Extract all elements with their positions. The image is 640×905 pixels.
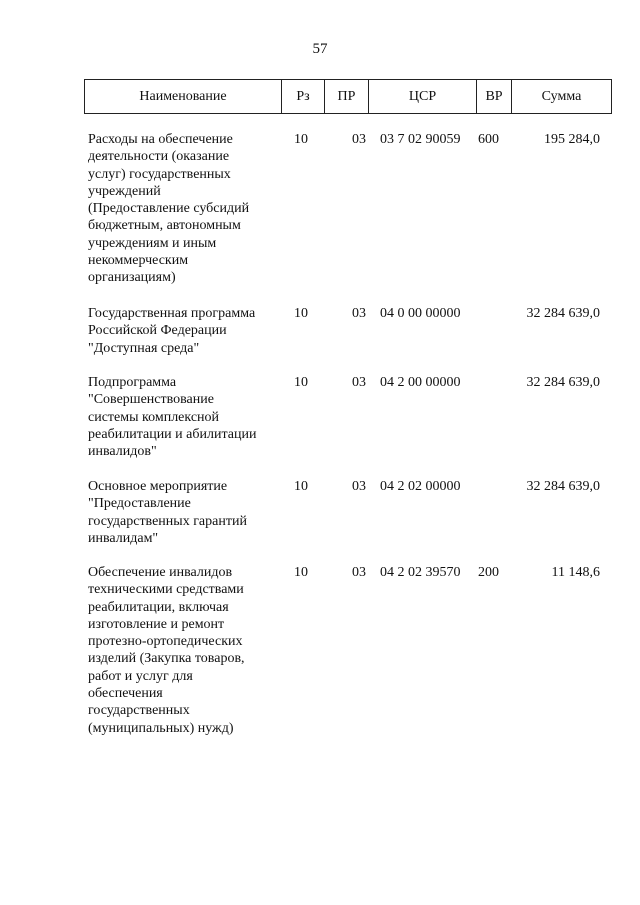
row-sum: 195 284,0: [544, 132, 600, 147]
header-vr: ВР: [477, 80, 512, 113]
row-rz: 10: [294, 306, 308, 321]
name-line: реабилитации, включая: [88, 599, 229, 615]
row-name: [88, 131, 273, 287]
name-line: изделий (Закупка товаров,: [88, 651, 245, 667]
name-line: Государственная программа: [88, 306, 256, 321]
name-line: государственных: [88, 703, 190, 719]
name-line: услуг) государственных: [88, 166, 231, 182]
name-line: Расходы на обеспечение: [88, 132, 233, 147]
row-csr: 04 2 02 39570: [380, 565, 461, 580]
name-line: инвалидов": [88, 444, 157, 460]
row-rz: 10: [294, 375, 308, 390]
row-name: [88, 564, 273, 737]
row-csr: 04 2 00 00000: [380, 375, 461, 390]
name-line: протезно-ортопедических: [88, 634, 243, 650]
page-number: 57: [312, 41, 328, 57]
row-pr: 03: [352, 375, 366, 390]
name-line: обеспечения: [88, 686, 163, 702]
name-line: некоммерческим: [88, 253, 189, 269]
name-line: Подпрограмма: [88, 375, 177, 390]
name-line: учреждений: [88, 183, 161, 199]
name-line: Основное мероприятие: [88, 479, 228, 494]
row-pr: 03: [352, 132, 366, 147]
row-csr: 04 0 00 00000: [380, 306, 461, 321]
name-line: учреждениям и иным: [88, 235, 217, 251]
row-vr: 600: [478, 132, 499, 147]
name-line: реабилитации и абилитации: [88, 426, 257, 442]
row-sum: 32 284 639,0: [526, 479, 600, 494]
row-name: [88, 374, 273, 460]
name-line: системы комплексной: [88, 409, 220, 425]
row-csr: 04 2 02 00000: [380, 479, 461, 494]
row-pr: 03: [352, 479, 366, 494]
row-rz: 10: [294, 479, 308, 494]
name-line: "Совершенствование: [88, 392, 214, 408]
row-csr: 03 7 02 90059: [380, 132, 461, 147]
row-sum: 32 284 639,0: [526, 375, 600, 390]
name-line: государственных гарантий: [88, 513, 247, 529]
name-line: изготовление и ремонт: [88, 616, 225, 632]
row-sum: 32 284 639,0: [526, 306, 600, 321]
row-rz: 10: [294, 132, 308, 147]
row-name: [88, 305, 273, 357]
row-sum: 11 148,6: [551, 565, 600, 580]
row-vr: 200: [478, 565, 499, 580]
name-line: (муниципальных) нужд): [88, 720, 234, 736]
header-pr: ПР: [325, 80, 369, 113]
name-line: организациям): [88, 270, 176, 286]
name-line: "Предоставление: [88, 496, 191, 512]
row-pr: 03: [352, 306, 366, 321]
header-name: Наименование: [85, 80, 282, 113]
name-line: работ и услуг для: [88, 668, 193, 684]
row-name: [88, 478, 273, 547]
name-line: Российской Федерации: [88, 323, 227, 339]
header-sum: Сумма: [541, 89, 582, 104]
name-line: бюджетным, автономным: [88, 218, 241, 234]
name-line: (Предоставление субсидий: [88, 201, 250, 217]
name-line: деятельности (оказание: [88, 149, 230, 165]
header-rz: Рз: [282, 80, 325, 113]
row-pr: 03: [352, 565, 366, 580]
name-line: "Доступная среда": [88, 340, 200, 356]
name-line: техническими средствами: [88, 582, 244, 598]
table-header: [84, 79, 612, 114]
row-rz: 10: [294, 565, 308, 580]
header-csr: ЦСР: [369, 80, 477, 113]
name-line: Обеспечение инвалидов: [88, 565, 233, 580]
name-line: инвалидам": [88, 530, 159, 546]
